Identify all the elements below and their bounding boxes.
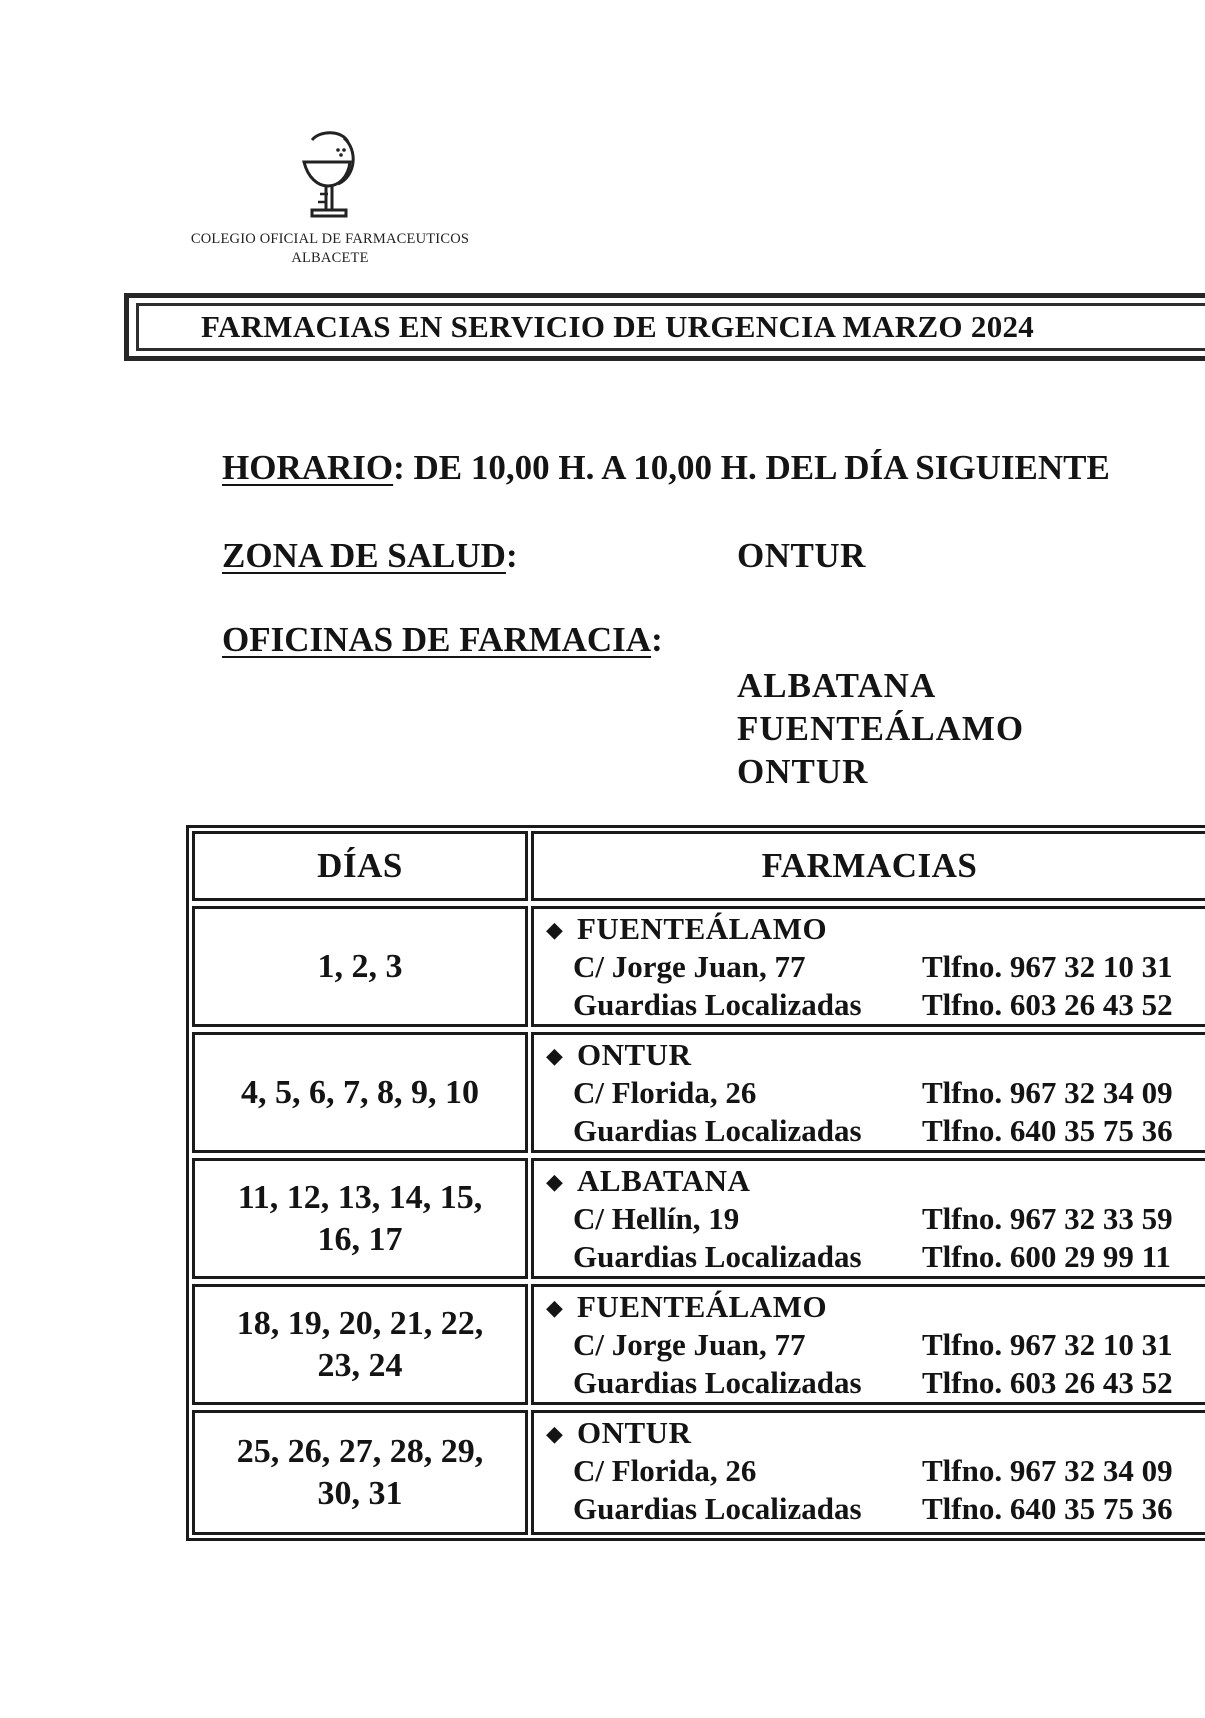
pharmacy-phone: Tlfno. 967 32 10 31: [922, 949, 1173, 984]
pharmacy-cell: [531, 1032, 1205, 1153]
horario-line: [222, 448, 1110, 488]
header-days: DÍAS: [192, 831, 528, 901]
days-cell: 18, 19, 20, 21, 22, 23, 24: [192, 1284, 528, 1405]
pharmacy-cell: [531, 1410, 1205, 1535]
pharmacy-name: ONTUR: [577, 1037, 692, 1072]
days-cell: 1, 2, 3: [192, 906, 528, 1027]
days-cell: 25, 26, 27, 28, 29, 30, 31: [192, 1410, 528, 1535]
guard-phone: Tlfno. 640 35 75 36: [922, 1491, 1173, 1526]
oficina-item: ALBATANA: [737, 666, 937, 705]
title-inner-frame: [136, 303, 1205, 351]
diamond-icon: ◆: [546, 1295, 563, 1320]
pharmacy-bowl-icon: [298, 128, 362, 226]
guard-phone: Tlfno. 640 35 75 36: [922, 1113, 1173, 1148]
pharmacy-phone: Tlfno. 967 32 34 09: [922, 1453, 1173, 1488]
pharmacy-phone: Tlfno. 967 32 34 09: [922, 1075, 1173, 1110]
oficinas-colon: :: [651, 620, 663, 659]
pharmacy-address: C/ Hellín, 19: [573, 1201, 740, 1236]
diamond-icon: ◆: [546, 917, 563, 942]
oficina-item: ONTUR: [737, 752, 869, 791]
header-pharmacies: FARMACIAS: [531, 831, 1205, 901]
days-cell: 11, 12, 13, 14, 15, 16, 17: [192, 1158, 528, 1279]
oficinas-label: OFICINAS DE FARMACIA: [222, 620, 652, 659]
guard-phone: Tlfno. 603 26 43 52: [922, 987, 1173, 1022]
horario-value: : DE 10,00 H. A 10,00 H. DEL DÍA SIGUIENTE: [393, 448, 1110, 487]
zona-colon: :: [505, 536, 518, 575]
guard-label: Guardias Localizadas: [573, 1365, 862, 1400]
org-line-2: ALBACETE: [291, 250, 369, 266]
pharmacy-cell: [531, 906, 1205, 1027]
oficinas-list: [737, 664, 1024, 793]
guard-phone: Tlfno. 600 29 99 11: [922, 1239, 1171, 1274]
pharmacy-cell: [531, 1284, 1205, 1405]
page-title: FARMACIAS EN SERVICIO DE URGENCIA MARZO 2024: [201, 309, 1035, 344]
pharmacy-phone: Tlfno. 967 32 33 59: [922, 1201, 1173, 1236]
diamond-icon: ◆: [546, 1043, 563, 1068]
pharmacy-name: FUENTEÁLAMO: [577, 1289, 828, 1324]
pharmacy-address: C/ Jorge Juan, 77: [573, 1327, 806, 1362]
organization-name: [130, 230, 530, 268]
guard-label: Guardias Localizadas: [573, 1491, 862, 1526]
guard-label: Guardias Localizadas: [573, 1113, 862, 1148]
guard-label: Guardias Localizadas: [573, 1239, 862, 1274]
horario-label: HORARIO: [222, 448, 394, 487]
pharmacy-address: C/ Jorge Juan, 77: [573, 949, 806, 984]
zona-value: ONTUR: [737, 536, 866, 575]
pharmacy-phone: Tlfno. 967 32 10 31: [922, 1327, 1173, 1362]
pharmacy-name: ONTUR: [577, 1415, 692, 1450]
zona-line: [222, 536, 518, 576]
org-line-1: COLEGIO OFICIAL DE FARMACEUTICOS: [190, 231, 470, 247]
days-cell: 4, 5, 6, 7, 8, 9, 10: [192, 1032, 528, 1153]
guard-phone: Tlfno. 603 26 43 52: [922, 1365, 1173, 1400]
pharmacy-address: C/ Florida, 26: [573, 1075, 757, 1110]
pharmacy-cell: [531, 1158, 1205, 1279]
title-box: [124, 293, 1205, 361]
guard-label: Guardias Localizadas: [573, 987, 862, 1022]
diamond-icon: ◆: [546, 1169, 563, 1194]
pharmacy-address: C/ Florida, 26: [573, 1453, 757, 1488]
zona-label: ZONA DE SALUD: [222, 536, 506, 575]
oficina-item: FUENTEÁLAMO: [737, 709, 1025, 748]
pharmacy-name: FUENTEÁLAMO: [577, 911, 828, 946]
pharmacy-name: ALBATANA: [577, 1163, 751, 1198]
schedule-table: [186, 825, 1205, 1541]
oficinas-line: [222, 620, 663, 660]
diamond-icon: ◆: [546, 1421, 563, 1446]
